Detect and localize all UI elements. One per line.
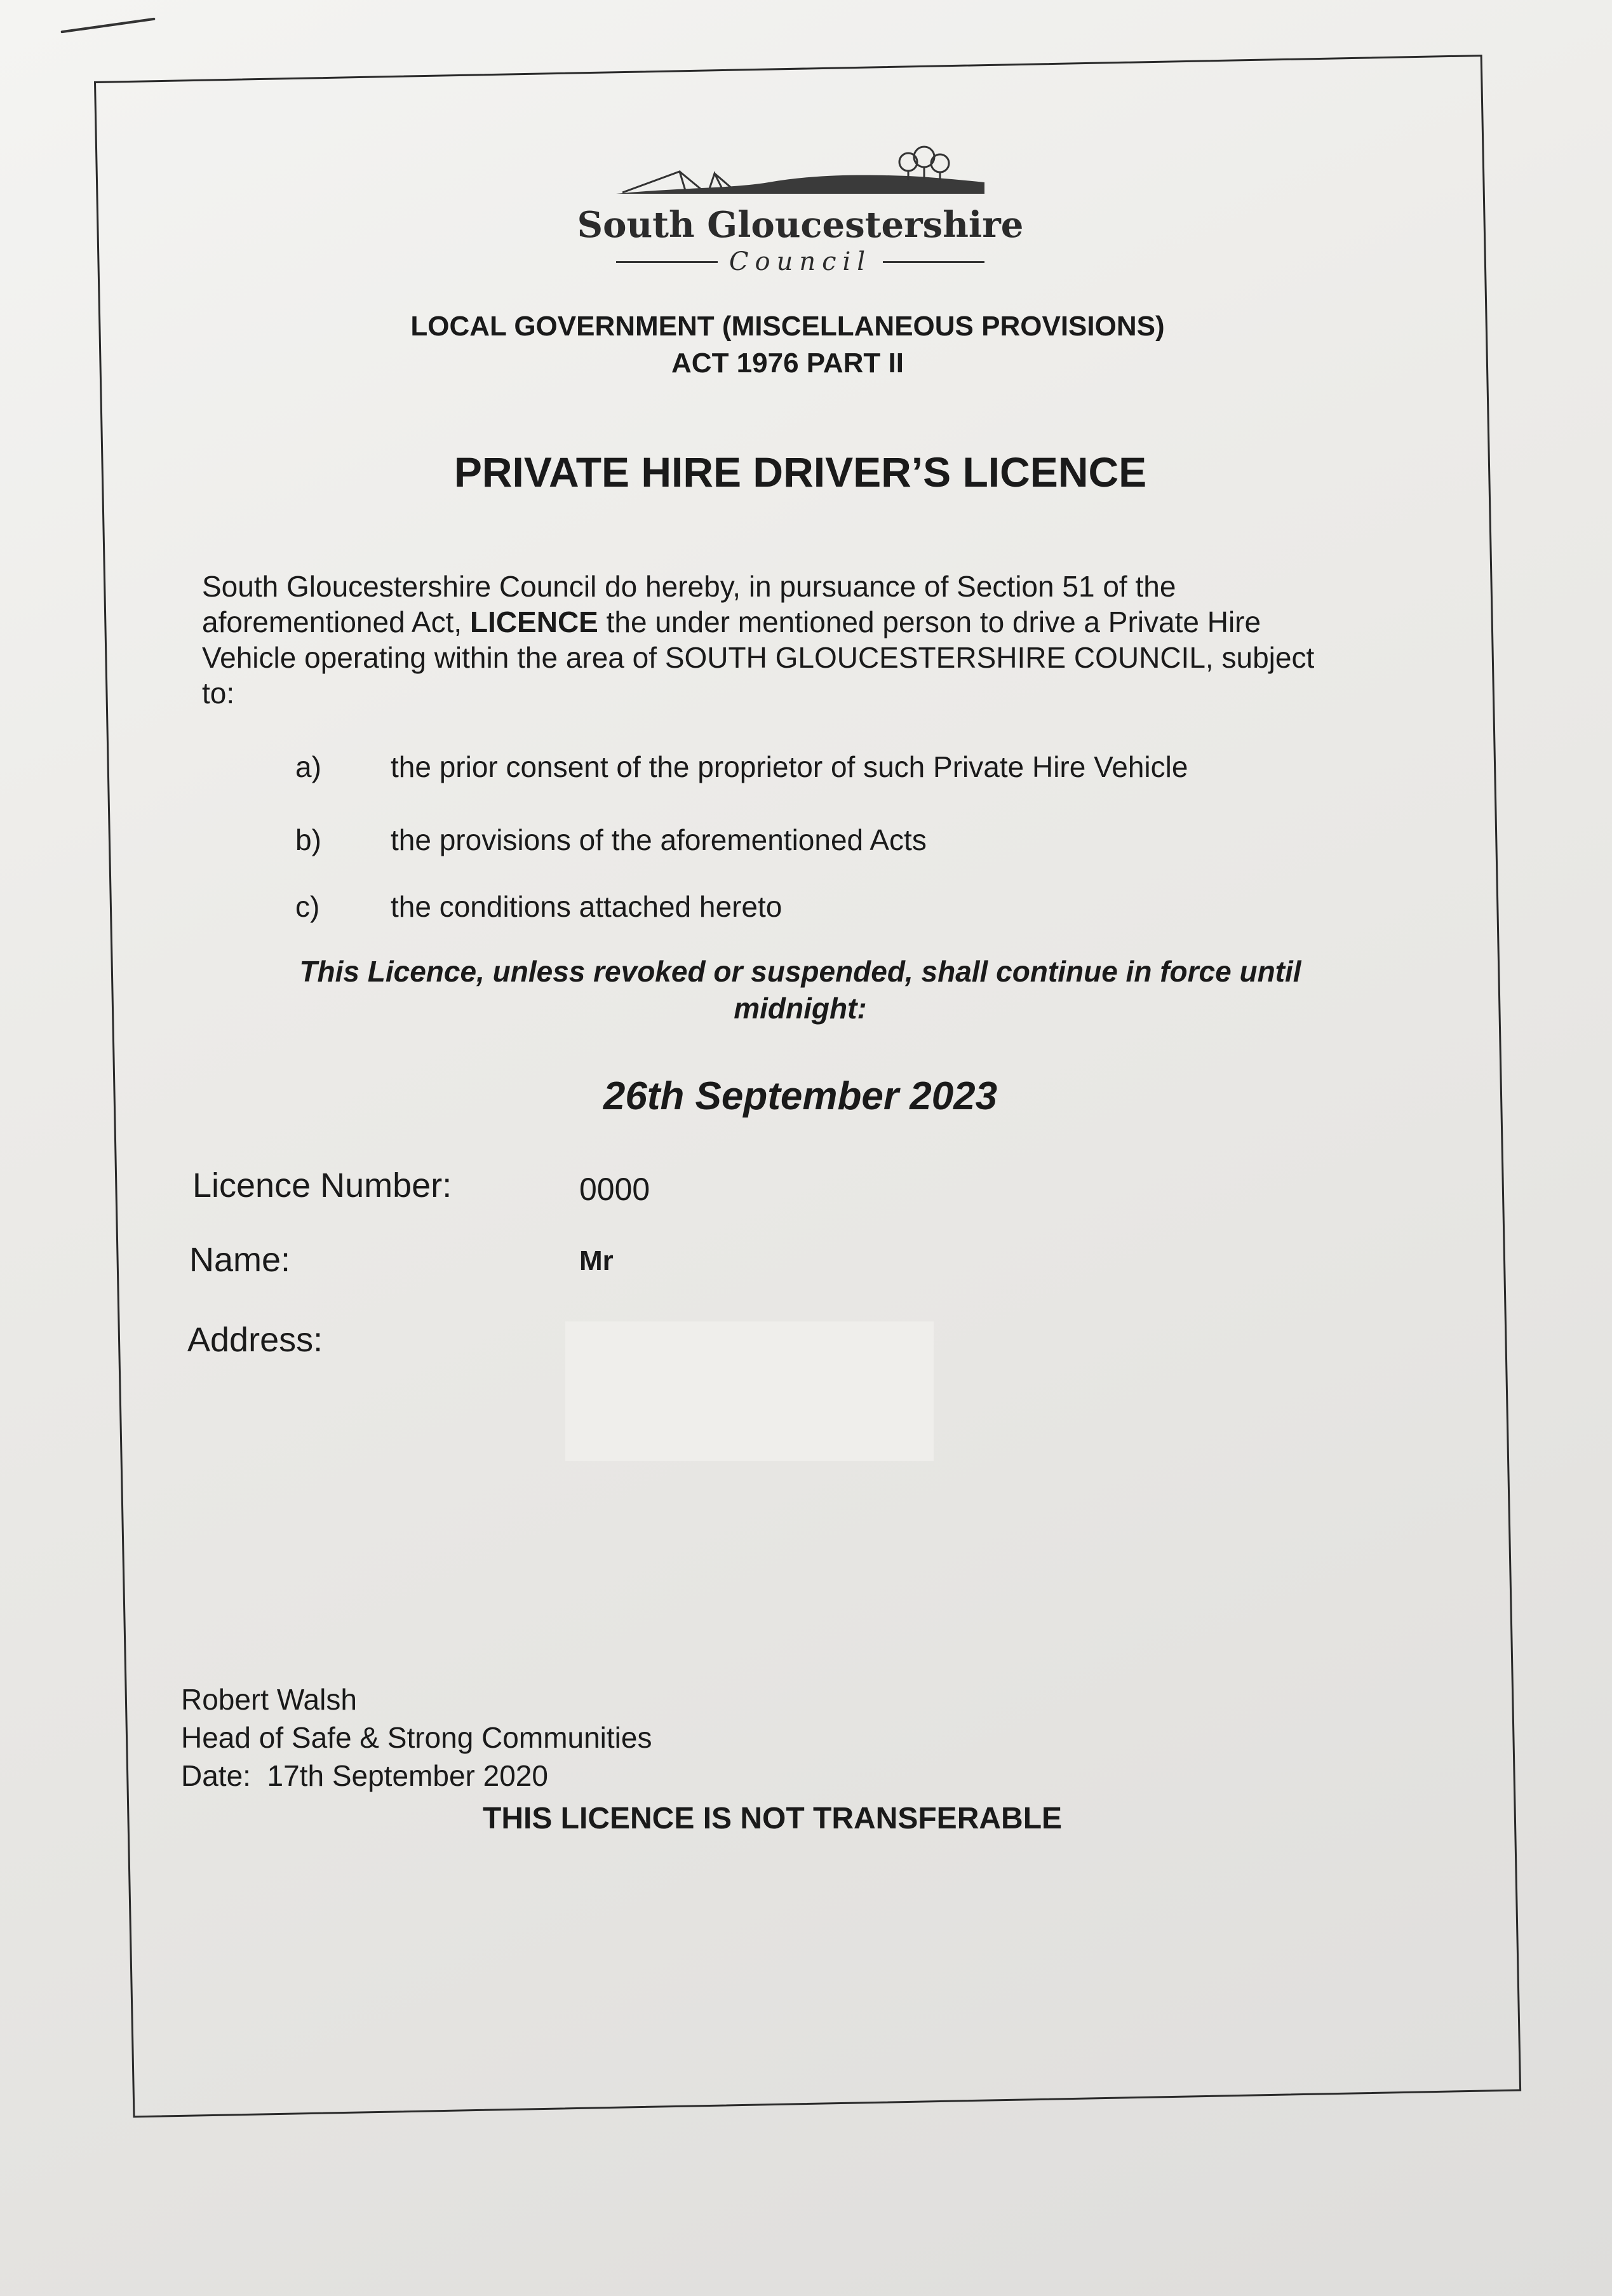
condition-text: the provisions of the aforementioned Acts <box>391 823 927 856</box>
signatory-block <box>181 1680 652 1795</box>
address-redaction <box>565 1321 934 1461</box>
intro-emphasis: LICENCE <box>469 605 598 638</box>
name-value: Mr <box>579 1245 614 1276</box>
not-transferable-notice: THIS LICENCE IS NOT TRANSFERABLE <box>483 1802 1063 1835</box>
condition-text: the prior consent of the proprietor of such Private Hire Vehicle <box>391 750 1188 783</box>
condition-text: the conditions attached hereto <box>391 890 782 923</box>
act-heading-line-1: LOCAL GOVERNMENT (MISCELLANEOUS PROVISIONS) <box>410 311 1165 342</box>
act-heading-line-2: ACT 1976 PART II <box>671 348 904 379</box>
intro-text-part-2: the under mentioned person to drive a Private Hire Vehicle operating within the area of SOUTH GLOUCESTERSHIRE COUNCIL, subject to: <box>202 605 1315 710</box>
condition-letter: b) <box>295 823 321 856</box>
date-value: 17th September 2020 <box>267 1759 548 1792</box>
intro-paragraph <box>202 569 1333 711</box>
condition-letter: a) <box>295 750 321 783</box>
name-label: Name: <box>189 1241 291 1279</box>
address-label: Address: <box>187 1321 323 1359</box>
signatory-date <box>181 1757 652 1795</box>
logo-council-row <box>572 247 1029 276</box>
signatory-role: Head of Safe & Strong Communities <box>181 1721 652 1754</box>
date-label: Date: <box>181 1759 251 1792</box>
logo-emblem-icon <box>603 143 997 200</box>
council-logo <box>572 143 1029 276</box>
licence-number-value: 0000 <box>579 1172 650 1207</box>
licence-title: PRIVATE HIRE DRIVER’S LICENCE <box>453 449 1147 496</box>
logo-rule-left <box>616 261 718 263</box>
logo-rule-right <box>883 261 984 263</box>
validity-line-1: This Licence, unless revoked or suspended, shall continue in force until <box>299 955 1301 988</box>
signatory-name: Robert Walsh <box>181 1683 357 1716</box>
validity-line-2: midnight: <box>734 992 867 1025</box>
act-heading <box>343 308 1232 382</box>
expiry-date: 26th September 2023 <box>603 1074 998 1118</box>
condition-letter: c) <box>295 890 320 923</box>
intro-text-part-1: South Gloucestershire Council do hereby, in pursuance of Section 51 of the aforementioned Act, <box>202 570 1176 638</box>
pen-mark <box>60 18 155 34</box>
licence-number-label: Licence Number: <box>192 1166 452 1205</box>
validity-statement <box>222 953 1378 1027</box>
logo-wordmark: South Gloucestershire <box>577 204 1024 246</box>
logo-council-text: Council <box>729 247 872 276</box>
